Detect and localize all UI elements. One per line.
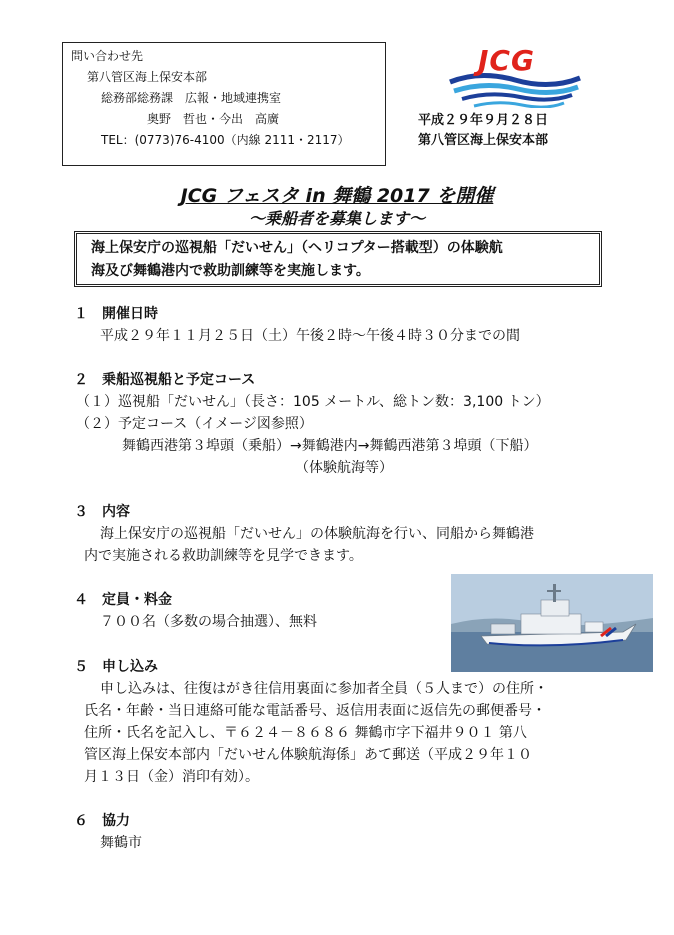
contact-heading: 問い合わせ先: [71, 49, 144, 63]
section-6-heading: ６ 協力: [74, 813, 130, 829]
section-2-item-2: （２）予定コース（イメージ図参照）: [76, 416, 313, 432]
section-2-heading: ２ 乗船巡視船と予定コース: [74, 372, 256, 388]
section-6-body: 舞鶴市: [100, 835, 142, 851]
section-5-heading: ５ 申し込み: [74, 659, 158, 675]
issue-block: [418, 111, 548, 151]
section-5-line-2: 氏名・年齢・当日連絡可能な電話番号、返信用表面に返信先の郵便番号・: [84, 703, 546, 719]
patrol-ship-photo: [451, 574, 653, 672]
section-2-item-1: （１）巡視船「だいせん」（長さ：105 メートル、総トン数：3,100 トン）: [76, 394, 550, 410]
section-3-heading: ３ 内容: [74, 504, 130, 520]
section-4-body: ７００名（多数の場合抽選）、無料: [100, 614, 317, 630]
page-title: JCG フェスタ in 舞鶴 2017 を開催: [180, 185, 494, 207]
page-subtitle: ～乗船者を募集します～: [248, 209, 425, 228]
contact-names: 奥野 哲也・今出 高廣: [147, 112, 280, 126]
section-2-course: 舞鶴西港第３埠頭（乗船）→舞鶴港内→舞鶴西港第３埠頭（下船）: [122, 438, 538, 454]
jcg-logo-text: JCG: [478, 44, 535, 77]
section-5-line-4: 管区海上保安本部内「だいせん体験航海係」あて郵送（平成２９年１０: [84, 747, 532, 763]
contact-tel: TEL：(0773)76-4100（内線 2111・2117）: [101, 133, 350, 147]
summary-box: [74, 231, 602, 287]
section-5-line-3: 住所・氏名を記入し、〒６２４－８６８６ 舞鶴市字下福井９０１ 第八: [84, 725, 527, 741]
section-1-heading: １ 開催日時: [74, 306, 158, 322]
section-4-heading: ４ 定員・料金: [74, 592, 172, 608]
section-3-line-1: 海上保安庁の巡視船「だいせん」の体験航海を行い、同船から舞鶴港: [100, 526, 534, 542]
section-3-line-2: 内で実施される救助訓練等を見学できます。: [84, 548, 363, 564]
section-1-body: 平成２９年１１月２５日（土）午後２時～午後４時３０分までの間: [100, 328, 520, 344]
issue-date: 平成２９年９月２８日: [418, 113, 549, 128]
section-5-line-5: 月１３日（金）消印有効）。: [84, 769, 259, 785]
contact-dept: 総務部総務課 広報・地域連携室: [101, 91, 282, 105]
section-5-line-1: 申し込みは、往復はがき往信用裏面に参加者全員（５人まで）の住所・: [100, 681, 548, 697]
issuer: 第八管区海上保安本部: [418, 133, 549, 148]
summary-line-2: 海及び舞鶴港内で救助訓練等を実施します。: [91, 263, 370, 279]
summary-line-1: 海上保安庁の巡視船「だいせん」（ヘリコプター搭載型）の体験航: [91, 240, 503, 256]
contact-box: [62, 42, 386, 166]
contact-org: 第八管区海上保安本部: [87, 70, 208, 84]
section-2-note: （体験航海等）: [295, 460, 393, 476]
